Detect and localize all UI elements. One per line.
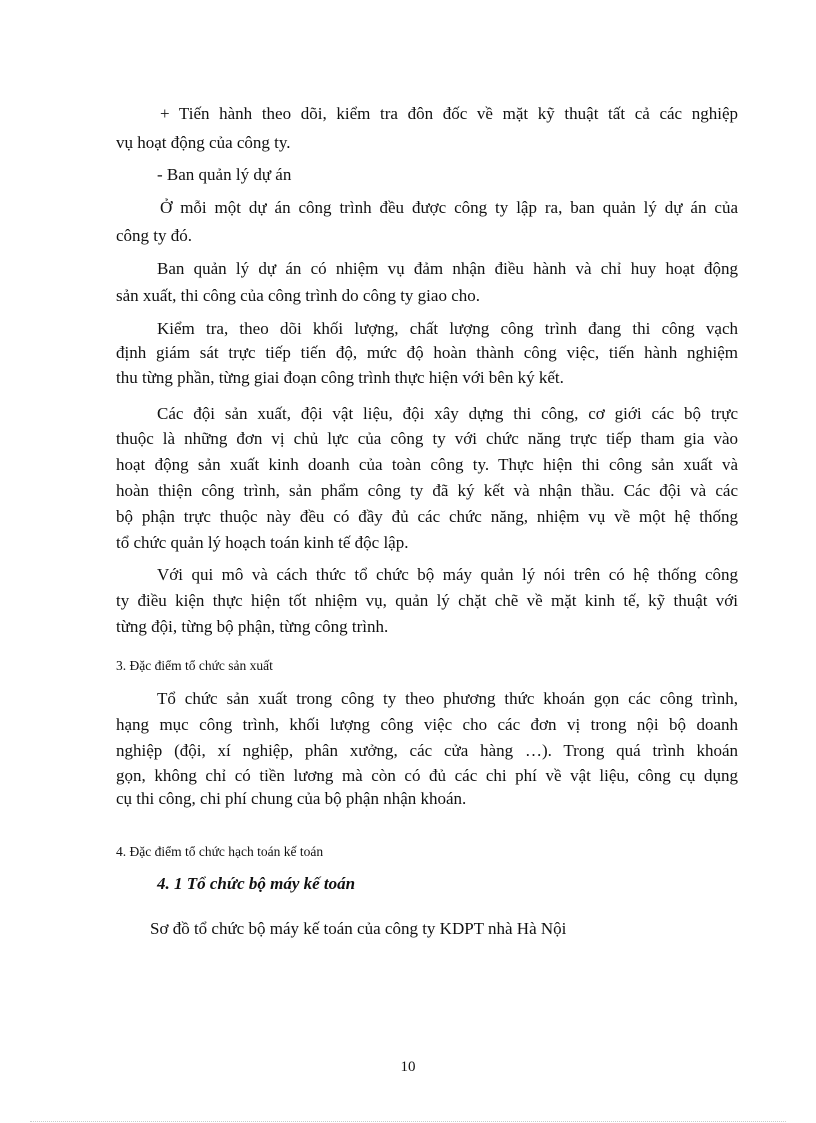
text-line: hoạt động sản xuất kinh doanh của toàn công ty. Thực hiện thi công sản xuất và: [116, 455, 738, 474]
text-line: - Ban quản lý dự án: [157, 165, 292, 184]
text-line: vụ hoạt động của công ty.: [116, 133, 291, 152]
text-line: từng đội, từng bộ phận, từng công trình.: [116, 617, 389, 636]
text-line: công ty đó.: [116, 226, 193, 245]
text-line: Các đội sản xuất, đội vật liệu, đội xây dựng thi công, cơ giới các bộ trực: [157, 404, 738, 423]
text-line: định giám sát trực tiếp tiến độ, mức độ hoàn thành công việc, tiến hành nghiệm: [116, 343, 738, 362]
text-line: Ban quản lý dự án có nhiệm vụ đảm nhận điều hành và chỉ huy hoạt động: [157, 259, 738, 278]
text-line: Sơ đồ tổ chức bộ máy kế toán của công ty KDPT nhà Hà Nội: [150, 919, 567, 938]
text-line: thu từng phần, từng giai đoạn công trình thực hiện với bên ký kết.: [116, 368, 564, 387]
text-line: gọn, không chỉ có tiền lương mà còn có đủ các chi phí về vật liệu, công cụ dụng: [116, 766, 738, 785]
subsection-heading: 4. 1 Tổ chức bộ máy kế toán: [157, 874, 356, 893]
text-line: ty điều kiện thực hiện tốt nhiệm vụ, quản lý chặt chẽ về mặt kinh tế, kỹ thuật với: [116, 591, 738, 610]
text-line: hạng mục công trình, khối lượng công việc cho các đơn vị trong nội bộ doanh: [116, 715, 738, 734]
text-line: + Tiến hành theo dõi, kiểm tra đôn đốc về mặt kỹ thuật tất cả các nghiệp: [160, 104, 738, 123]
page-number: 10: [400, 1059, 416, 1075]
text-line: bộ phận trực thuộc này đều có đầy đủ các chức năng, nhiệm vụ về một hệ thống: [116, 507, 738, 526]
text-line: Kiểm tra, theo dõi khối lượng, chất lượng công trình đang thi công vạch: [157, 319, 738, 338]
text-line: cụ thi công, chi phí chung của bộ phận nhận khoán.: [116, 789, 467, 808]
text-line: thuộc là những đơn vị chủ lực của công ty với chức năng trực tiếp tham gia vào: [116, 429, 738, 448]
text-line: nghiệp (đội, xí nghiệp, phân xưởng, các cửa hàng …). Trong quá trình khoán: [116, 741, 738, 760]
text-line: Ở mỗi một dự án công trình đều được công ty lập ra, ban quản lý dự án của: [160, 198, 738, 217]
text-line: hoàn thiện công trình, sản phẩm công ty đã ký kết và nhận thầu. Các đội và các: [116, 481, 738, 500]
text-line: tổ chức quản lý hoạch toán kinh tế độc lập.: [116, 533, 409, 552]
section-heading: 4. Đặc điểm tổ chức hạch toán kế toán: [116, 844, 324, 859]
text-line: sản xuất, thi công của công trình do công ty giao cho.: [116, 286, 480, 305]
page-bottom-divider: [30, 1121, 786, 1122]
section-heading: 3. Đặc điểm tổ chức sản xuất: [116, 658, 273, 673]
text-line: Với qui mô và cách thức tổ chức bộ máy quản lý nói trên có hệ thống công: [157, 565, 738, 584]
text-line: Tổ chức sản xuất trong công ty theo phương thức khoán gọn các công trình,: [157, 689, 738, 708]
